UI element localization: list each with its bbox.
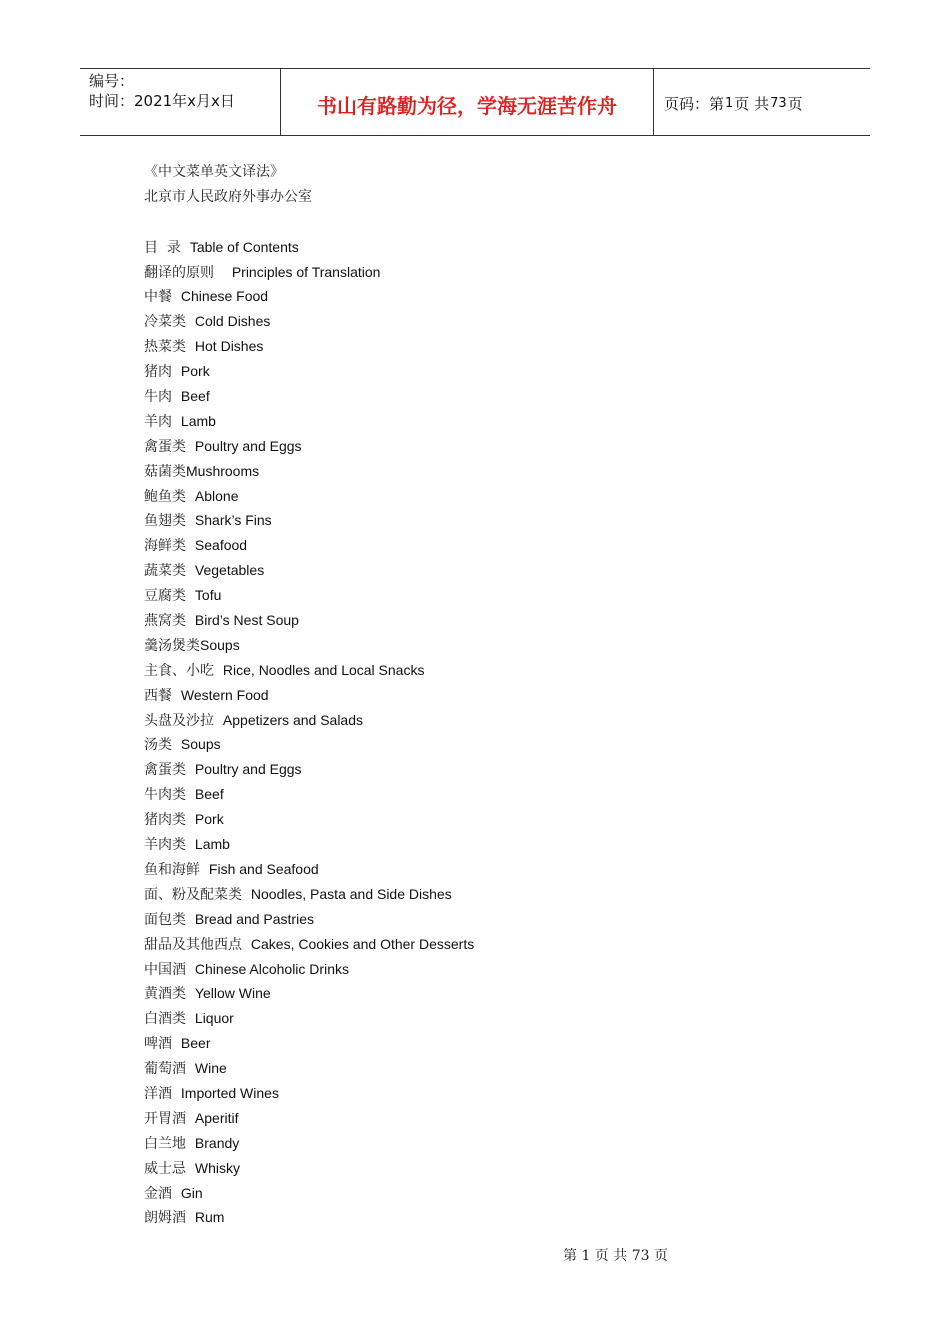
toc-item-zh: 牛肉类 — [144, 787, 195, 804]
toc-item-zh: 主食、小吃 — [144, 662, 223, 679]
toc-item — [144, 434, 844, 459]
toc-item — [144, 235, 844, 260]
toc-item-en: Rice, Noodles and Local Snacks — [222, 661, 425, 678]
toc-item-zh: 羊肉 — [144, 413, 181, 430]
toc-item — [144, 633, 844, 658]
toc-item-zh: 西餐 — [144, 687, 181, 704]
toc-item — [144, 907, 844, 932]
toc-item-zh: 猪肉类 — [144, 812, 195, 829]
toc-item — [144, 508, 844, 533]
document-body — [144, 160, 844, 1230]
toc-item — [144, 882, 844, 907]
toc-item-en: Mushrooms — [186, 462, 260, 479]
toc-item — [144, 608, 844, 633]
document-author-text: 北京市人民政府外事办公室 — [144, 188, 312, 205]
toc-item — [144, 782, 844, 807]
toc-item-en: Chinese Food — [180, 288, 269, 305]
toc-item-en: Noodles, Pasta and Side Dishes — [250, 885, 452, 902]
toc-item — [144, 732, 844, 757]
toc-item-zh: 牛肉 — [144, 389, 181, 406]
toc-item-en: Shark’s Fins — [194, 512, 272, 529]
toc-item — [144, 683, 844, 708]
toc-item-en: Bird’s Nest Soup — [194, 612, 299, 629]
toc-item — [144, 1031, 844, 1056]
toc-item-zh: 朗姆酒 — [144, 1210, 195, 1227]
toc-item-zh: 猪肉 — [144, 364, 181, 381]
toc-item — [144, 583, 844, 608]
toc-item-en: Whisky — [194, 1159, 241, 1176]
toc-item — [144, 1181, 844, 1206]
toc-item — [144, 1006, 844, 1031]
document-title-text: 《中文菜单英文译法》 — [144, 164, 284, 180]
toc-item-zh: 冷菜类 — [144, 314, 195, 331]
toc-item-zh: 菇菌类 — [144, 463, 186, 480]
toc-item-zh: 鱼和海鲜 — [144, 861, 209, 878]
toc-item — [144, 384, 844, 409]
toc-item — [144, 409, 844, 434]
toc-item-zh: 白酒类 — [144, 1011, 195, 1028]
toc-item — [144, 708, 844, 733]
motto-cell — [281, 69, 654, 135]
footer-page-text: 第 1 页 共 73 页 — [563, 1248, 668, 1264]
toc-item-en: Lamb — [194, 836, 230, 853]
toc-item — [144, 284, 844, 309]
toc-item — [144, 1106, 844, 1131]
toc-item-en: Cakes, Cookies and Other Desserts — [250, 935, 475, 952]
toc-item — [144, 757, 844, 782]
page-number-cell — [654, 69, 870, 135]
toc-item-en: Beef — [180, 388, 210, 405]
toc-item-zh: 中国酒 — [144, 961, 195, 978]
toc-item-zh: 目 录 — [144, 239, 190, 256]
toc-item-zh: 翻译的原则 — [144, 264, 232, 281]
toc-item-en: Appetizers and Salads — [222, 711, 363, 728]
toc-item-en: Pork — [180, 363, 210, 380]
toc-item — [144, 957, 844, 982]
toc-item — [144, 309, 844, 334]
motto-text: 书山有路勤为径，学海无涯苦作舟 — [317, 93, 617, 118]
toc-item-en: Principles of Translation — [231, 263, 381, 280]
toc-item-en: Rum — [194, 1209, 225, 1226]
toc-item-en: Gin — [180, 1184, 203, 1201]
toc-item-en: Table of Contents — [189, 238, 299, 255]
toc-item-zh: 白兰地 — [144, 1135, 195, 1152]
toc-item-en: Liquor — [194, 1010, 234, 1027]
page-total: 73 — [770, 95, 787, 111]
toc-item — [144, 932, 844, 957]
toc-item — [144, 484, 844, 509]
toc-item-en: Tofu — [194, 587, 222, 604]
toc-item-zh: 燕窝类 — [144, 613, 195, 630]
toc-item-en: Chinese Alcoholic Drinks — [194, 960, 349, 977]
toc-item-zh: 威士忌 — [144, 1160, 195, 1177]
toc-item-en: Imported Wines — [180, 1084, 279, 1101]
toc-item-en: Lamb — [180, 412, 216, 429]
toc-item — [144, 1056, 844, 1081]
toc-item — [144, 1205, 844, 1230]
toc-item-zh: 头盘及沙拉 — [144, 712, 223, 729]
blank-line — [144, 210, 844, 235]
toc-item — [144, 857, 844, 882]
toc-item-zh: 汤类 — [144, 737, 181, 754]
toc-item-en: Poultry and Eggs — [194, 437, 302, 454]
toc-item — [144, 981, 844, 1006]
toc-item — [144, 359, 844, 384]
toc-item-en: Cold Dishes — [194, 313, 271, 330]
toc-item — [144, 459, 844, 484]
toc-item-zh: 羊肉类 — [144, 837, 195, 854]
toc-item — [144, 334, 844, 359]
toc-item — [144, 832, 844, 857]
toc-item-zh: 啤酒 — [144, 1036, 181, 1053]
toc-item — [144, 807, 844, 832]
number-label: 编号： — [89, 72, 135, 90]
toc-item-zh: 面包类 — [144, 911, 195, 928]
toc-item-zh: 开胃酒 — [144, 1110, 195, 1127]
toc-item — [144, 1081, 844, 1106]
toc-item-en: Brandy — [194, 1134, 240, 1151]
toc-item-zh: 黄酒类 — [144, 986, 195, 1003]
toc-item-en: Bread and Pastries — [194, 910, 314, 927]
toc-item-zh: 羹汤煲类 — [144, 637, 200, 654]
toc-item — [144, 260, 844, 285]
toc-item-en: Soups — [200, 636, 240, 653]
time-label: 时间：2021年x月x日 — [89, 92, 235, 110]
toc-item-zh: 甜品及其他西点 — [144, 936, 251, 953]
toc-item-zh: 禽蛋类 — [144, 438, 195, 455]
toc-item-zh: 面、粉及配菜类 — [144, 886, 251, 903]
toc-item-en: Fish and Seafood — [208, 860, 319, 877]
toc-item-zh: 蔬菜类 — [144, 563, 195, 580]
toc-item-zh: 洋酒 — [144, 1085, 181, 1102]
toc-item — [144, 558, 844, 583]
toc-item-en: Hot Dishes — [194, 338, 264, 355]
toc-item-en: Ablone — [194, 487, 239, 504]
toc-item — [144, 658, 844, 683]
toc-item-en: Soups — [180, 736, 221, 753]
toc-item-en: Western Food — [180, 686, 269, 703]
toc-item-zh: 鱼翅类 — [144, 513, 195, 530]
toc-item — [144, 1156, 844, 1181]
toc-item-zh: 禽蛋类 — [144, 762, 195, 779]
header-table — [80, 68, 870, 136]
toc-item-zh: 鲍鱼类 — [144, 488, 195, 505]
toc-item-zh: 金酒 — [144, 1185, 181, 1202]
header-meta-cell — [80, 69, 281, 135]
toc-item-zh: 中餐 — [144, 289, 181, 306]
toc-item-zh: 热菜类 — [144, 339, 195, 356]
toc-item-en: Yellow Wine — [194, 985, 271, 1002]
toc-item-zh: 海鲜类 — [144, 538, 195, 555]
toc-item-en: Seafood — [194, 537, 248, 554]
toc-item-en: Beer — [180, 1035, 211, 1052]
toc-item-en: Wine — [194, 1060, 227, 1077]
toc-item-zh: 豆腐类 — [144, 588, 195, 605]
page-current: 1 — [725, 95, 734, 111]
page-label-prefix: 页码：第 — [664, 94, 725, 113]
toc-item — [144, 1131, 844, 1156]
toc-item-en: Aperitif — [194, 1109, 239, 1126]
toc-item-zh: 葡萄酒 — [144, 1061, 195, 1078]
toc-item — [144, 533, 844, 558]
toc-item-en: Pork — [194, 811, 224, 828]
document-author — [144, 185, 844, 210]
document-title — [144, 160, 844, 185]
toc-item-en: Vegetables — [194, 562, 265, 579]
table-of-contents — [144, 235, 844, 1231]
toc-item-en: Poultry and Eggs — [194, 761, 302, 778]
page-label-suffix: 页 — [787, 94, 803, 113]
page-label-mid: 页 共 — [734, 94, 770, 113]
toc-item-en: Beef — [194, 786, 224, 803]
